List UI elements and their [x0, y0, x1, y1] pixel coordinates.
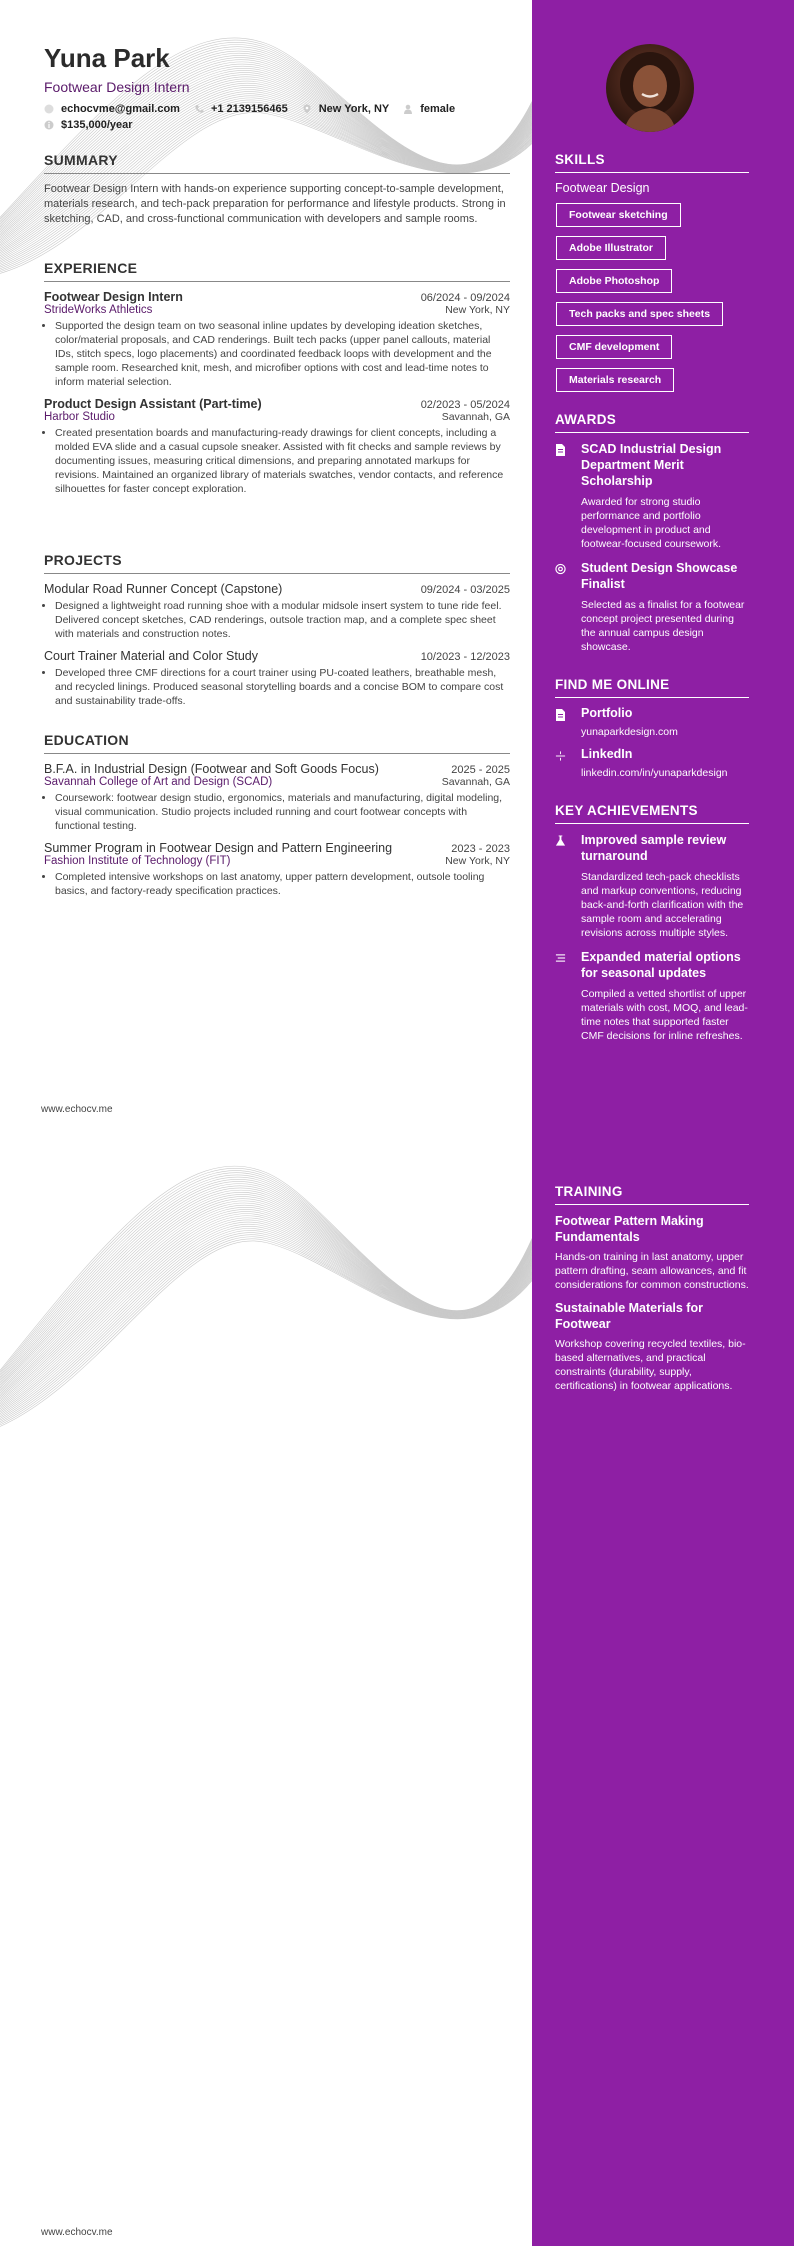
online-item-linkedin[interactable] [555, 747, 749, 779]
achievement-description: Compiled a vetted shortlist of upper materials with cost, MOQ, and lead-time notes that supported faster CMF decisions for inline refreshes. [581, 988, 748, 1042]
wave-line [0, 1207, 532, 1401]
wave-line [0, 1179, 532, 1380]
flask-icon [555, 835, 566, 847]
wave-line [0, 1224, 532, 1414]
education-section [44, 732, 510, 906]
job-title: Product Design Assistant (Part-time) [44, 397, 262, 411]
achievements-section [555, 803, 749, 1052]
wave-line [0, 1239, 532, 1425]
email-icon [44, 104, 54, 114]
awards-section [555, 412, 749, 663]
school-name: Fashion Institute of Technology (FIT) [44, 855, 231, 867]
wave-line [0, 1177, 532, 1378]
wave-line [0, 1220, 532, 1411]
school-location: New York, NY [445, 855, 510, 867]
training-item [555, 1300, 749, 1393]
degree-title: Summer Program in Footwear Design and Pattern Engineering [44, 841, 393, 855]
education-entry [44, 762, 510, 833]
wave-line [0, 1192, 532, 1389]
training-section [555, 1184, 749, 1401]
wave-line [0, 1241, 532, 1427]
education-entry [44, 841, 510, 898]
summary-title: SUMMARY [44, 152, 510, 174]
skill-tag: Tech packs and spec sheets [556, 302, 723, 326]
online-label: LinkedIn [581, 747, 633, 761]
person-icon [403, 104, 413, 114]
award-description: Selected as a finalist for a footwear concept project presented during the annual campus design showcase. [581, 599, 745, 653]
award-title: SCAD Industrial Design Department Merit Scholarship [581, 442, 722, 488]
job-title: Footwear Design Intern [44, 290, 183, 304]
wave-pattern-bottom [0, 1123, 532, 1453]
school-name: Savannah College of Art and Design (SCAD) [44, 776, 273, 788]
skill-tag: Footwear sketching [556, 203, 681, 227]
online-link[interactable]: yunaparkdesign.com [581, 726, 678, 738]
job-dates: 02/2023 - 05/2024 [420, 399, 510, 411]
experience-section [44, 260, 510, 504]
wave-line [0, 1171, 532, 1374]
salary-text: $135,000/year [61, 118, 133, 131]
skill-tag: Adobe Photoshop [556, 269, 672, 293]
award-item [555, 441, 749, 551]
wave-line [0, 1233, 532, 1421]
candidate-role: Footwear Design Intern [44, 78, 190, 95]
skill-group-title: Footwear Design [555, 181, 650, 195]
summary-text: Footwear Design Intern with hands-on experience supporting concept-to-sample development, materials research, and tech-pack preparation for performance and lifestyle products. Strong in sketching, CAD, and cross-functional communication with developers and sample rooms. [44, 183, 506, 225]
wave-line [0, 1186, 532, 1385]
education-dates: 2023 - 2023 [451, 843, 510, 855]
training-item [555, 1213, 749, 1292]
wave-line [0, 1201, 532, 1396]
experience-entry [44, 397, 510, 496]
location-item [302, 103, 390, 115]
education-description: • Coursework: footwear design studio, ergonomics, materials and manufacturing, digital modeling, visual communication. Studio projects included running and court footwear concepts with functional testing. [55, 791, 510, 833]
training-course-description: Hands-on training in last anatomy, upper pattern drafting, seam allowances, and fit considerations for common constructions. [555, 1251, 749, 1291]
experience-entry [44, 290, 510, 389]
company-name: Harbor Studio [44, 411, 115, 423]
education-title: EDUCATION [44, 732, 510, 754]
achievement-description: Standardized tech-pack checklists and markup conventions, reducing back-and-forth clarification with the sample room and accelerating revisions across multiple styles. [581, 871, 744, 939]
award-title: Student Design Showcase Finalist [581, 561, 738, 591]
job-dates: 06/2024 - 09/2024 [420, 292, 510, 304]
training-title: TRAINING [555, 1184, 749, 1205]
wave-line [0, 1188, 532, 1387]
job-description: • Created presentation boards and manufacturing-ready drawings for client concepts, including a molded EVA slide and a casual cupsole sneaker. Assisted with fit checks and sample reviews by documenting issues, measuring critical dimensions, and preparing annotated markups for revisions. Maintained an organized library of materials swatches, vendor contacts, and reference silhouettes for faster concept exploration. [55, 426, 510, 496]
wave-line [0, 1228, 532, 1417]
project-description: • Designed a lightweight road running shoe with a modular midsole insert system to tune ride feel. Delivered concept sketches, CAD renderings, outsole traction map, and a complete spec sheet with materials and construction notes. [55, 599, 510, 641]
wave-line [0, 1218, 532, 1409]
document-icon [555, 444, 566, 456]
experience-title: EXPERIENCE [44, 260, 510, 282]
location-pin-icon [302, 104, 312, 114]
wave-line [0, 1226, 532, 1415]
achievements-title: KEY ACHIEVEMENTS [555, 803, 749, 824]
profile-photo [606, 44, 694, 132]
salary-item [44, 119, 133, 131]
wave-line [0, 1181, 532, 1381]
wave-line [0, 1237, 532, 1424]
training-course-description: Workshop covering recycled textiles, bio-based alternatives, and practical constraints (durability, supply, certifications) in footwear applications. [555, 1338, 746, 1392]
project-dates: 10/2023 - 12/2023 [420, 651, 510, 663]
footer-link[interactable]: www.echocv.me [41, 2227, 113, 2238]
job-location: Savannah, GA [441, 411, 510, 423]
wave-line [0, 1175, 532, 1377]
job-description: • Supported the design team on two seasonal inline updates by developing ideation sketches, color/material proposals, and CAD renderings. Built tech packs (upper panel callouts, material IDs, stitch specs, logo placements) and coordinated feedback loops with development and the sample room. Researched knit, mesh, and microfiber options with cost and lead-time notes to inform material selection. [55, 319, 510, 389]
online-item-portfolio[interactable] [555, 706, 749, 738]
divider-icon [555, 750, 566, 762]
wave-line [0, 1173, 532, 1376]
gender-text: female [420, 102, 456, 115]
document-icon [555, 709, 566, 721]
achievement-title: Expanded material options for seasonal updates [581, 950, 741, 980]
company-name: StrideWorks Athletics [44, 304, 153, 316]
wave-line [0, 1194, 532, 1391]
wave-line [0, 1216, 532, 1408]
wave-line [0, 1214, 532, 1406]
candidate-name: Yuna Park [44, 43, 170, 73]
award-item [555, 560, 749, 654]
list-icon [555, 952, 566, 964]
skill-tag: Materials research [556, 368, 674, 392]
online-link[interactable]: linkedin.com/in/yunaparkdesign [581, 767, 728, 779]
location-text: New York, NY [318, 102, 390, 115]
wave-line [0, 1230, 532, 1418]
online-title: FIND ME ONLINE [555, 677, 749, 698]
online-section [555, 677, 749, 788]
wave-line [0, 1168, 532, 1372]
project-entry [44, 582, 510, 641]
phone-text: +1 2139156465 [210, 102, 288, 115]
wave-line [0, 1222, 532, 1412]
education-description: • Completed intensive workshops on last anatomy, upper pattern development, outsole tooling basics, and factory-ready specification practices. [55, 870, 510, 898]
achievement-title: Improved sample review turnaround [581, 833, 727, 863]
skills-section [555, 152, 749, 401]
project-title: Court Trainer Material and Color Study [44, 649, 258, 663]
achievement-item [555, 949, 749, 1043]
info-icon [44, 120, 54, 130]
phone-item[interactable] [194, 103, 288, 115]
wave-line [0, 1197, 532, 1393]
wave-line [0, 1190, 532, 1388]
wave-line [0, 1212, 532, 1405]
wave-line [0, 1205, 532, 1399]
degree-title: B.F.A. in Industrial Design (Footwear and Soft Goods Focus) [44, 762, 379, 776]
at-sign-icon [555, 563, 566, 575]
email-item[interactable] [44, 103, 180, 115]
wave-line [0, 1166, 532, 1370]
achievement-item [555, 832, 749, 940]
project-dates: 09/2024 - 03/2025 [420, 584, 510, 596]
phone-icon [194, 104, 204, 114]
wave-line [0, 1235, 532, 1422]
awards-title: AWARDS [555, 412, 749, 433]
job-location: New York, NY [445, 304, 510, 316]
projects-section [44, 552, 510, 716]
wave-line [0, 1203, 532, 1398]
training-course-title: Footwear Pattern Making Fundamentals [555, 1214, 704, 1244]
gender-item [403, 103, 455, 115]
contact-info [44, 103, 514, 131]
project-entry [44, 649, 510, 708]
education-dates: 2025 - 2025 [451, 764, 510, 776]
skill-tag: CMF development [556, 335, 672, 359]
skills-title: SKILLS [555, 152, 749, 173]
wave-line [0, 1209, 532, 1402]
footer-link[interactable]: www.echocv.me [41, 1104, 113, 1115]
school-location: Savannah, GA [441, 776, 510, 788]
project-title: Modular Road Runner Concept (Capstone) [44, 582, 283, 596]
project-description: • Developed three CMF directions for a court trainer using PU-coated leathers, breathable mesh, and recycled linings. Produced seasonal storytelling boards and a concise BOM to compare cost and sustainability trade-offs. [55, 666, 510, 708]
online-label: Portfolio [581, 706, 633, 720]
award-description: Awarded for strong studio performance and portfolio development in product and footwear-focused coursework. [581, 496, 722, 550]
skill-tag: Adobe Illustrator [556, 236, 666, 260]
email-text: echocvme@gmail.com [61, 102, 180, 115]
wave-line [0, 1184, 532, 1384]
header [44, 44, 510, 131]
training-course-title: Sustainable Materials for Footwear [555, 1301, 703, 1331]
wave-line [0, 1199, 532, 1395]
projects-title: PROJECTS [44, 552, 510, 574]
summary-section [44, 152, 510, 227]
